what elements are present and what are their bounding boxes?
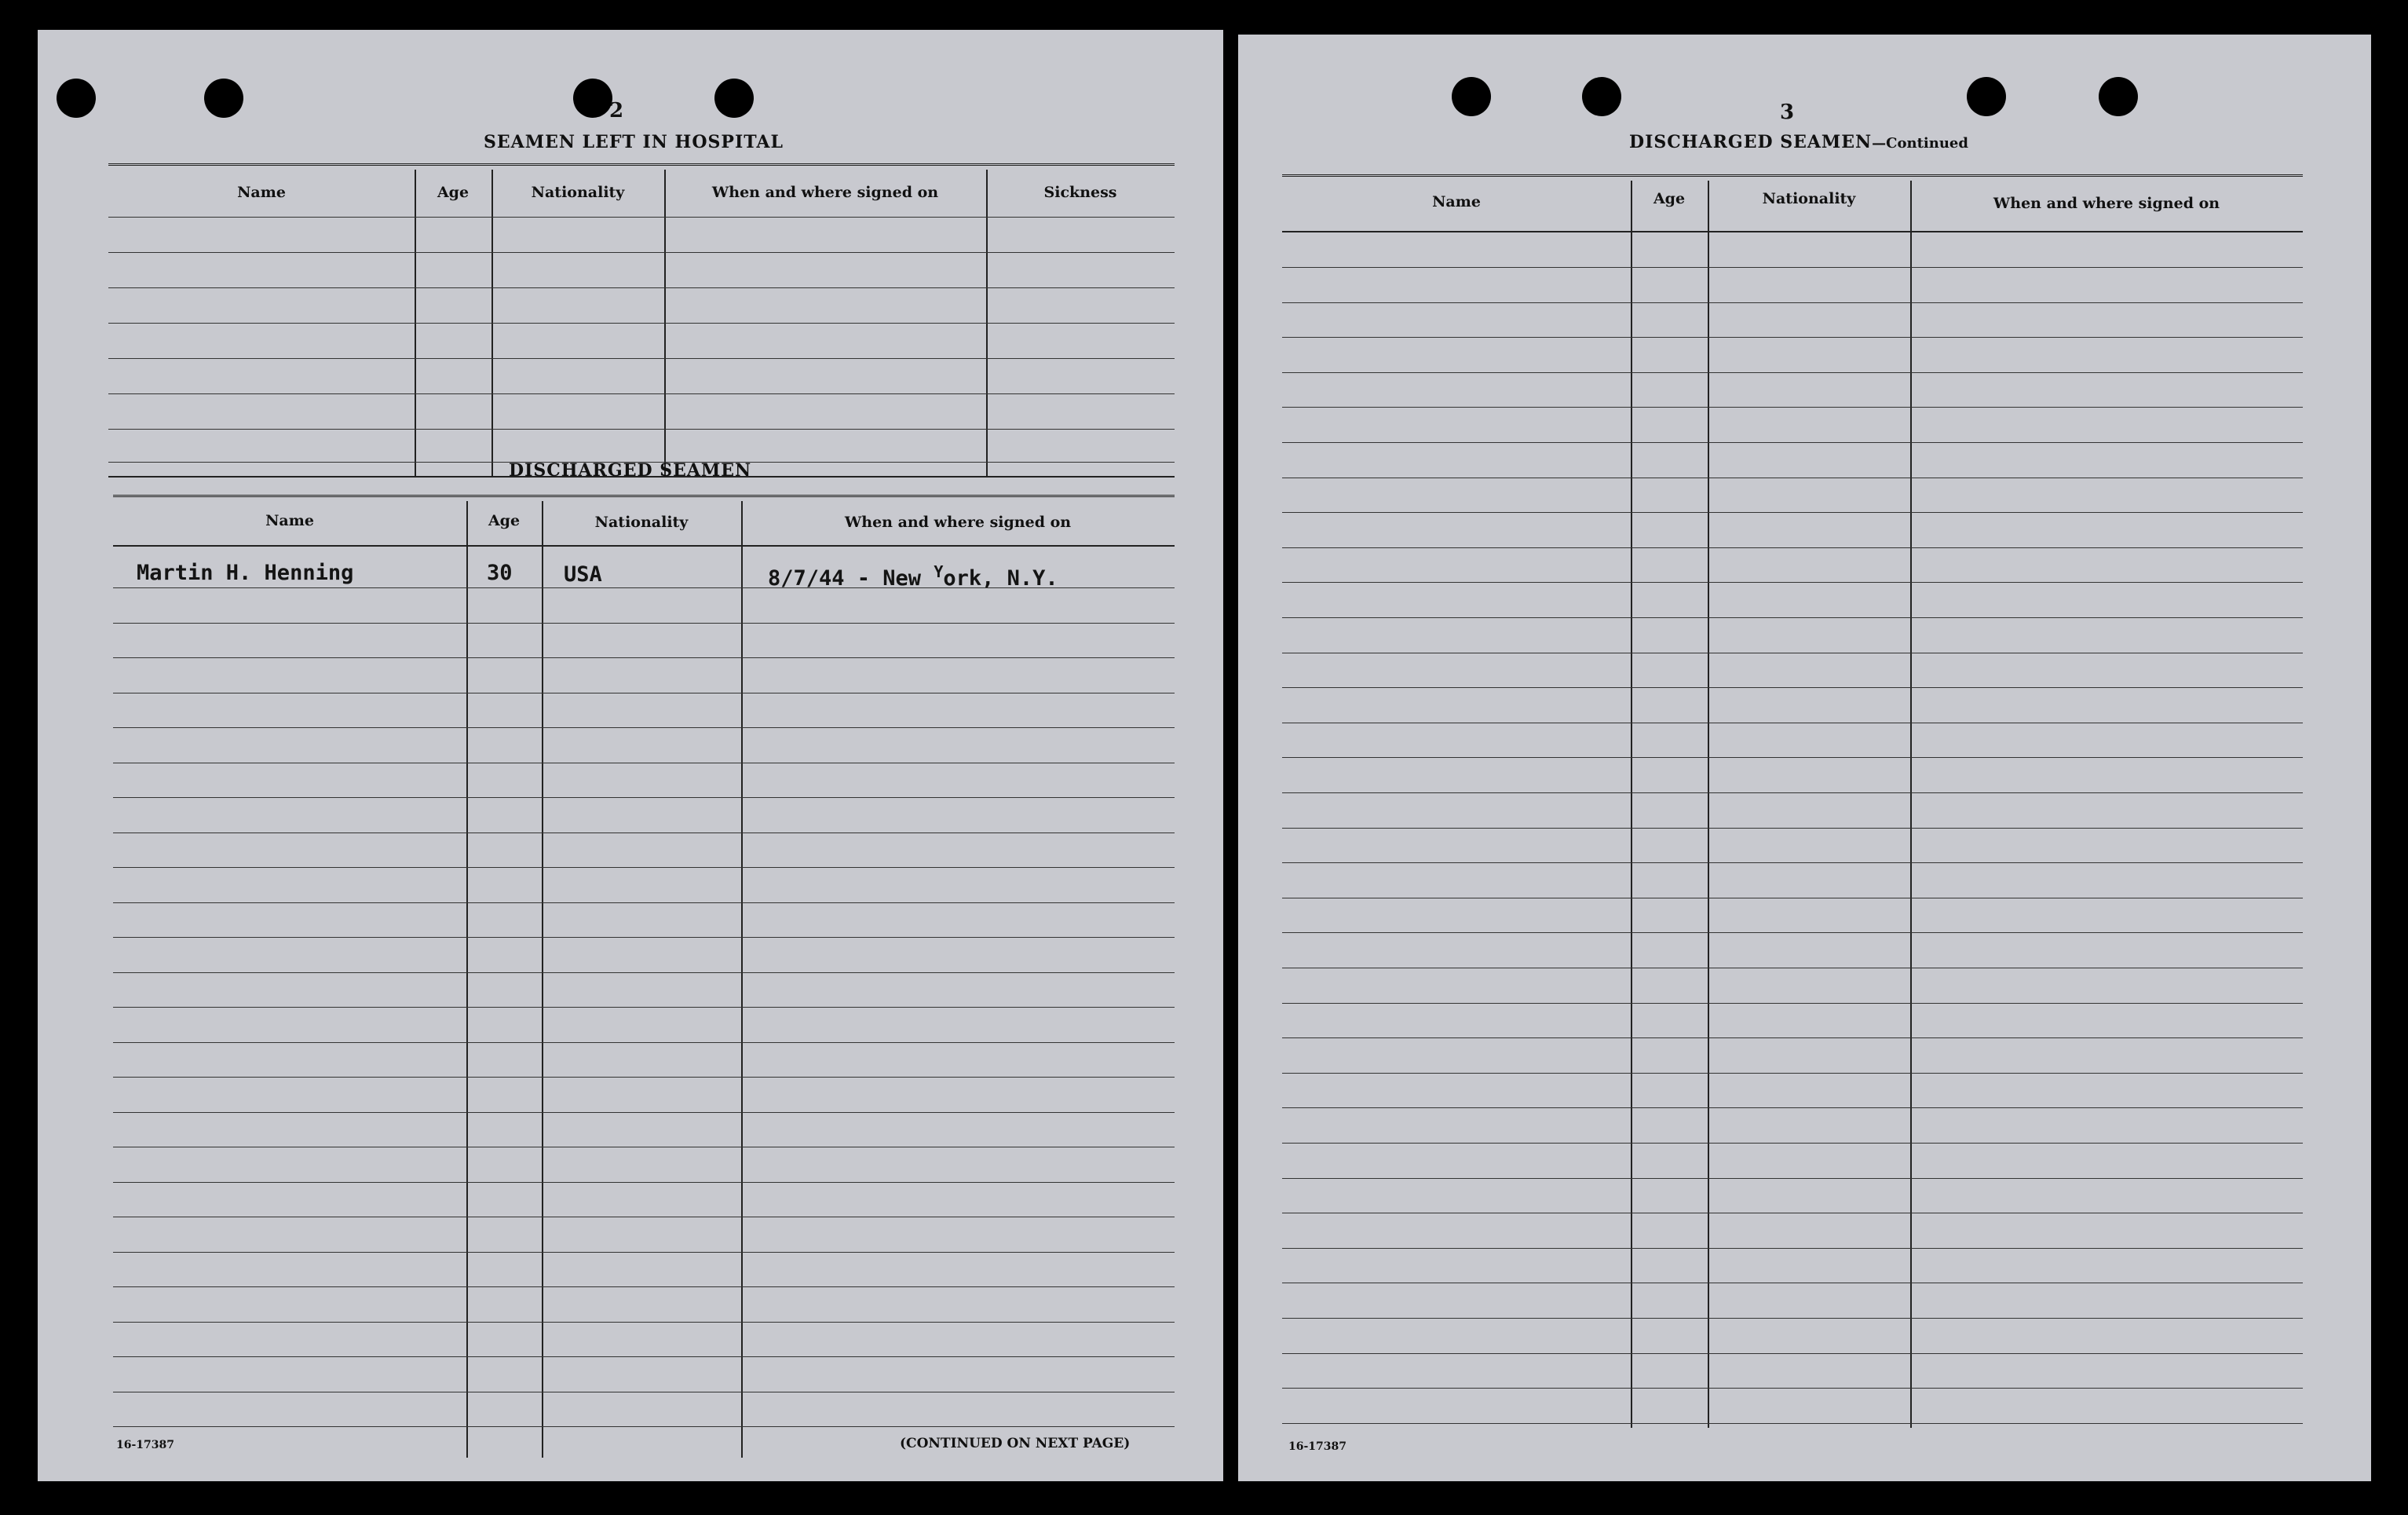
- row-rule: [1282, 687, 2303, 688]
- row-rule: [1282, 1318, 2303, 1319]
- col-age: Age: [437, 184, 470, 201]
- row-rule: [113, 1322, 1175, 1323]
- seaman-nationality: USA: [564, 562, 602, 587]
- punch-hole: [1452, 77, 1491, 116]
- row-rule: [113, 1426, 1175, 1427]
- row-rule: [1282, 1353, 2303, 1354]
- discharged-section-title: DISCHARGED SEAMEN: [509, 460, 752, 481]
- row-rule: [1282, 1143, 2303, 1144]
- row-rule: [1282, 1107, 2303, 1108]
- col-name: Name: [265, 512, 314, 529]
- punch-hole: [57, 79, 96, 118]
- page-number: 2: [609, 99, 624, 123]
- right-page: [1238, 35, 2371, 1481]
- row-rule: [1282, 1073, 2303, 1074]
- row-rule: [1282, 372, 2303, 373]
- row-rule: [1282, 828, 2303, 829]
- left-page: [38, 30, 1223, 1481]
- row-rule: [113, 1182, 1175, 1183]
- punch-hole: [2099, 77, 2138, 116]
- col-nationality: Nationality: [594, 514, 689, 531]
- row-rule: [113, 587, 1175, 588]
- form-number: 16-17387: [116, 1439, 174, 1451]
- row-rule: [1282, 337, 2303, 338]
- row-rule: [1282, 302, 2303, 303]
- row-rule: [1282, 407, 2303, 408]
- row-rule: [113, 1286, 1175, 1287]
- col-signed-on: When and where signed on: [711, 184, 939, 201]
- col-signed-on: When and where signed on: [1993, 195, 2220, 212]
- row-rule: [113, 623, 1175, 624]
- row-rule: [1282, 792, 2303, 793]
- row-rule: [113, 902, 1175, 903]
- col-age: Age: [1653, 190, 1686, 207]
- row-rule: [1282, 267, 2303, 268]
- row-rule: [1282, 582, 2303, 583]
- punch-hole: [714, 79, 754, 118]
- discharged-continued-title: DISCHARGED SEAMEN—Continued: [1629, 132, 1968, 152]
- seaman-signed-on: 8/7/44 - New $^Y$ork, N.Y.: [768, 562, 1058, 591]
- row-rule: [1282, 617, 2303, 618]
- row-rule: [1282, 1178, 2303, 1179]
- hospital-section-title: SEAMEN LEFT IN HOSPITAL: [484, 132, 784, 152]
- row-rule: [1282, 1423, 2303, 1424]
- row-rule: [1282, 932, 2303, 933]
- row-rule: [1282, 442, 2303, 443]
- row-rule: [113, 972, 1175, 973]
- row-rule: [113, 1007, 1175, 1008]
- punch-hole: [1582, 77, 1621, 116]
- punch-hole: [1967, 77, 2006, 116]
- col-nationality: Nationality: [531, 184, 625, 201]
- punch-hole: [573, 79, 612, 118]
- seaman-name: Martin H. Henning: [137, 561, 354, 585]
- row-rule: [113, 867, 1175, 868]
- row-rule: [113, 937, 1175, 938]
- punch-hole: [204, 79, 243, 118]
- col-signed-on: When and where signed on: [844, 514, 1072, 531]
- row-rule: [1282, 757, 2303, 758]
- row-rule: [1282, 547, 2303, 548]
- row-rule: [113, 1356, 1175, 1357]
- row-rule: [113, 1112, 1175, 1113]
- seaman-age: 30: [487, 561, 513, 585]
- row-rule: [1282, 862, 2303, 863]
- row-rule: [113, 1042, 1175, 1043]
- col-name: Name: [237, 184, 286, 201]
- row-rule: [1282, 1003, 2303, 1004]
- continued-note: (CONTINUED ON NEXT PAGE): [900, 1436, 1131, 1451]
- row-rule: [113, 1077, 1175, 1078]
- row-rule: [113, 1252, 1175, 1253]
- col-nationality: Nationality: [1762, 190, 1856, 207]
- col-name: Name: [1432, 193, 1481, 210]
- row-rule: [113, 797, 1175, 798]
- row-rule: [1282, 512, 2303, 513]
- row-rule: [113, 727, 1175, 728]
- page-number: 3: [1780, 101, 1795, 124]
- row-rule: [1282, 1388, 2303, 1389]
- row-rule: [1282, 1248, 2303, 1249]
- col-sickness: Sickness: [1043, 184, 1117, 201]
- col-age: Age: [488, 512, 521, 529]
- form-number: 16-17387: [1288, 1440, 1347, 1453]
- row-rule: [1282, 1037, 2303, 1038]
- row-rule: [113, 657, 1175, 658]
